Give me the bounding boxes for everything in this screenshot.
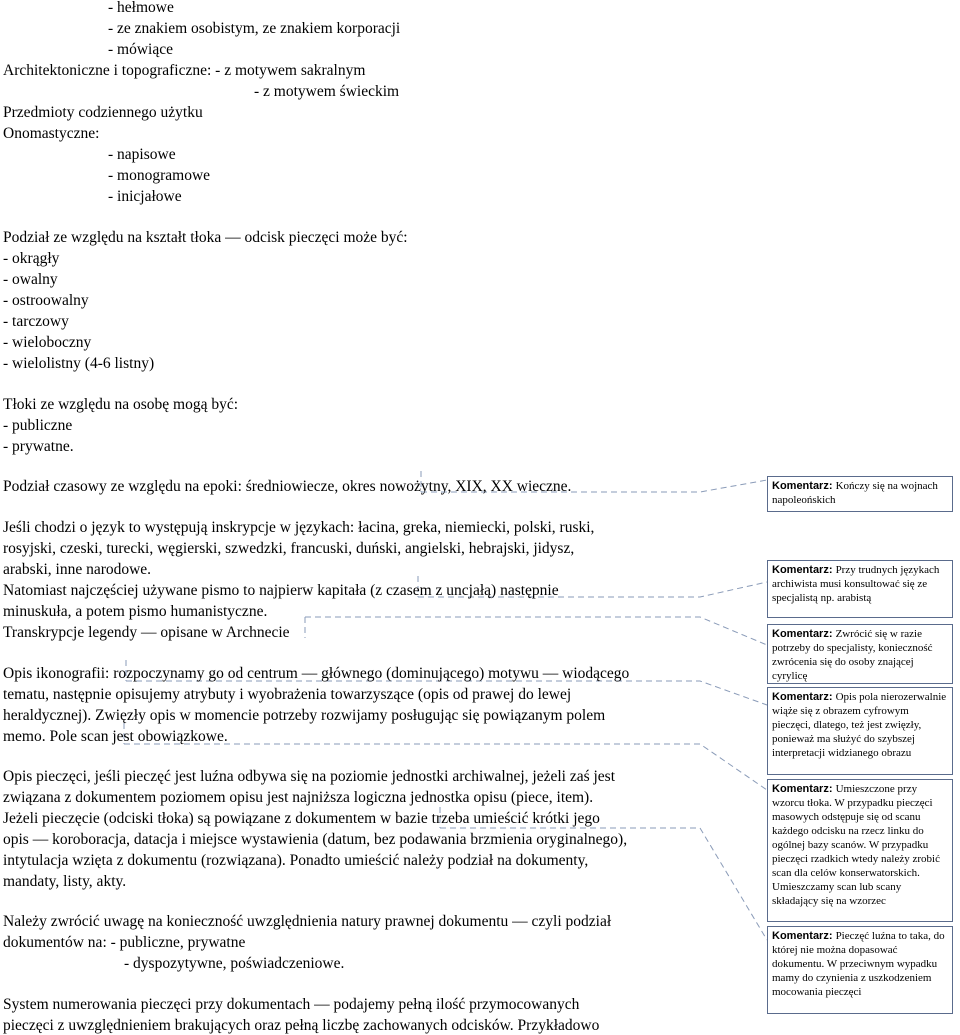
comment-text: Przy trudnych językach archiwista musi konsultować się ze specjalistą np. arabistą	[772, 564, 940, 604]
text-line: - ze znakiem osobistym, ze znakiem korporacji	[108, 20, 401, 37]
text-line: - dyspozytywne, poświadczeniowe.	[124, 955, 345, 972]
comment-label: Komentarz:	[772, 480, 836, 492]
text-line: Transkrypcje legendy — opisane w Archnecie	[3, 624, 290, 641]
text-line: - publiczne	[3, 417, 73, 434]
text-line: - hełmowe	[108, 0, 174, 16]
text-line: rosyjski, czeski, turecki, węgierski, szwedzki, francuski, duński, angielski, hebrajski, jidysz,	[3, 540, 575, 557]
comment-text: Pieczęć luźna to taka, do której nie można dopasować dokumentu. W przeciwnym wypadku mamy do czynienia z uszkodzeniem mocowania pieczęci	[772, 930, 945, 998]
text-line: - tarczowy	[3, 313, 69, 330]
text-line: Jeśli chodzi o język to występują inskrypcje w językach: łacina, greka, niemiecki, polski, ruski,	[3, 519, 595, 536]
text-line: - okrągły	[3, 250, 60, 267]
text-line: Podział czasowy ze względu na epoki: średniowiecze, okres nowożytny, XIX, XX wieczne.	[3, 478, 572, 495]
text-line: arabski, inne narodowe.	[3, 561, 152, 578]
comment-balloon-6[interactable]	[767, 926, 953, 1014]
connector-3	[305, 617, 767, 645]
text-line: memo. Pole scan jest obowiązkowe.	[3, 728, 228, 745]
text-line: Onomastyczne:	[3, 125, 100, 142]
text-line: - mówiące	[108, 41, 173, 58]
text-line: - z motywem świeckim	[254, 83, 400, 100]
text-line: - prywatne.	[3, 438, 74, 455]
comment-label: Komentarz:	[772, 783, 836, 795]
text-line: opis — koroboracja, datacja i miejsce wystawienia (datum, bez podawania brzmienia oryginalnego),	[3, 831, 628, 848]
text-line: tematu, następnie opisujemy atrybuty i wyobrażenia towarzyszące (opis od prawej do lewej	[3, 686, 572, 703]
comment-text: Umieszczone przy wzorcu tłoka. W przypadku pieczęci masowych odstępuje się od scanu każdego odcisku na rzecz linku do ogólnej bazy scanów. W przypadku pieczęci rzadkich wtedy należy zrobić scan dla celów konserwatorskich. Umieszczamy scan lub scany składający się na wzorzec	[772, 783, 940, 907]
text-line: Opis ikonografii: rozpoczynamy go od centrum — głównego (dominującego) motywu — wiodącego	[3, 665, 630, 682]
comment-text: Opis pola nierozerwalnie wiąże się z obrazem cyfrowym pieczęci, dlatego, też jest zwięzły, ponieważ ma służyć do szybszej interpretacji widzianego obrazu	[772, 691, 947, 759]
comment-label: Komentarz:	[772, 628, 836, 640]
text-line: Należy zwrócić uwagę na konieczność uwzględnienia natury prawnej dokumentu — czyli podział	[3, 913, 612, 930]
text-line: - inicjałowe	[108, 188, 182, 205]
text-line: Architektoniczne i topograficzne: - z motywem sakralnym	[3, 62, 366, 79]
comment-balloon-1[interactable]	[767, 476, 953, 512]
text-line: Przedmioty codziennego użytku	[3, 104, 203, 121]
comment-label: Komentarz:	[772, 930, 836, 942]
comment-balloon-3[interactable]	[767, 624, 953, 684]
text-line: - ostroowalny	[3, 292, 89, 309]
text-line: - wieloboczny	[3, 334, 92, 351]
text-line: pieczęci z uwzględnieniem brakujących oraz pełną liczbę zachowanych odcisków. Przykładowo	[3, 1017, 600, 1034]
text-line: Natomiast najczęściej używane pismo to najpierw kapitała (z czasem z uncjałą) następnie	[3, 582, 559, 599]
text-line: mandaty, listy, akty.	[3, 873, 127, 890]
text-line: - napisowe	[108, 146, 176, 163]
text-line: Tłoki ze względu na osobę mogą być:	[3, 396, 239, 413]
text-line: - monogramowe	[108, 167, 211, 184]
comment-label: Komentarz:	[772, 691, 836, 703]
text-line: - owalny	[3, 271, 58, 288]
text-line: Jeżeli pieczęcie (odciski tłoka) są powiązane z dokumentem w bazie trzeba umieścić krótki jego	[3, 810, 600, 827]
text-line: - wielolistny (4-6 listny)	[3, 355, 155, 372]
text-line: heraldycznej). Zwięzły opis w momencie potrzeby rozwijamy posługując się powiązanym polem	[3, 707, 606, 724]
text-line: Opis pieczęci, jeśli pieczęć jest luźna odbywa się na poziomie jednostki archiwalnej, jeżeli zaś jest	[3, 768, 616, 785]
comment-balloon-2[interactable]	[767, 560, 953, 618]
text-line: związana z dokumentem poziomem opisu jest najniższa logiczna jednostka opisu (piece, item).	[3, 789, 594, 806]
text-line: minuskuła, a potem pismo humanistyczne.	[3, 603, 268, 620]
comment-text: Zwrócić się w razie potrzeby do specjalisty, konieczność zwrócenia się do osoby znającej cyrylicę	[772, 628, 933, 682]
comment-balloon-4[interactable]	[767, 687, 953, 775]
text-line: intytulacja wzięta z dokumentu (rozwiązana). Ponadto umieścić należy podział na dokumenty,	[3, 852, 589, 869]
text-line: dokumentów na: - publiczne, prywatne	[3, 934, 246, 951]
comment-balloon-5[interactable]	[767, 779, 953, 922]
comment-label: Komentarz:	[772, 564, 836, 576]
text-line: Podział ze względu na kształt tłoka — odcisk pieczęci może być:	[3, 229, 408, 246]
text-line: System numerowania pieczęci przy dokumentach — podajemy pełną ilość przymocowanych	[3, 996, 580, 1013]
comment-text: Kończy się na wojnach napoleońskich	[772, 480, 938, 506]
